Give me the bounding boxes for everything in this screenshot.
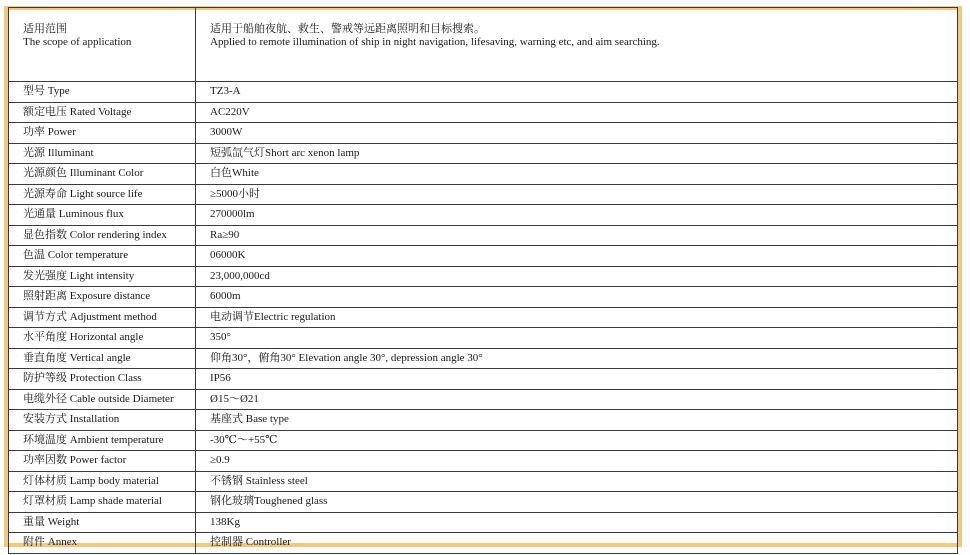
spec-param-cell: 调节方式 Adjustment method [9,307,196,328]
spec-value-cell: 350° [196,328,958,349]
spec-value-cell: 270000lm [196,205,958,226]
spec-row [9,348,958,369]
spec-row [9,225,958,246]
spec-param-cell: 功率 Power [9,123,196,144]
spec-param-cell: 防护等级 Protection Class [9,369,196,390]
spec-row [9,471,958,492]
spec-row [9,328,958,349]
spec-value-cell: 控制器 Controller [196,533,958,554]
spec-param-cell: 光源 Illuminant [9,143,196,164]
spec-value-cell: Ø15～Ø21 [196,389,958,410]
scope-label-cell [9,8,196,82]
spec-param-cell: 水平角度 Horizontal angle [9,328,196,349]
spec-value-cell: ≥0.9 [196,451,958,472]
spec-row [9,451,958,472]
spec-param-cell: 照射距离 Exposure distance [9,287,196,308]
spec-value-cell: -30℃～+55℃ [196,430,958,451]
spec-row [9,512,958,533]
scope-label-cn: 适用范围 [23,23,67,35]
spec-value-cell: ≥5000小时 [196,184,958,205]
scope-value-cn: 适用于船舶夜航、救生、警戒等远距离照明和目标搜索。 [210,23,485,35]
spec-value-cell: 仰角30°，俯角30° Elevation angle 30°, depression angle 30° [196,348,958,369]
spec-row [9,143,958,164]
spec-row [9,492,958,513]
scope-value-cell [196,8,958,82]
spec-table-body [9,8,958,554]
spec-param-cell: 额定电压 Rated Voltage [9,102,196,123]
spec-value-cell: TZ3-A [196,82,958,103]
spec-param-cell: 灯罩材质 Lamp shade material [9,492,196,513]
spec-param-cell: 重量 Weight [9,512,196,533]
spec-value-cell: 138Kg [196,512,958,533]
spec-value-cell: 短弧氙气灯Short arc xenon lamp [196,143,958,164]
spec-row [9,430,958,451]
spec-row [9,82,958,103]
scope-value-en: Applied to remote illumination of ship in night navigation, lifesaving, warning etc, and aim searching. [210,36,660,48]
spec-param-cell: 灯体材质 Lamp body material [9,471,196,492]
spec-row [9,307,958,328]
spec-value-cell: 不锈钢 Stainless steel [196,471,958,492]
spec-row [9,205,958,226]
spec-value-cell: 基座式 Base type [196,410,958,431]
spec-table [8,7,958,554]
spec-param-cell: 功率因数 Power factor [9,451,196,472]
spec-value-cell: 23,000,000cd [196,266,958,287]
spec-param-cell: 显色指数 Color rendering index [9,225,196,246]
spec-param-cell: 垂直角度 Vertical angle [9,348,196,369]
spec-row [9,389,958,410]
spec-row [9,533,958,554]
spec-value-cell: AC220V [196,102,958,123]
scope-row [9,8,958,82]
spec-row [9,184,958,205]
spec-param-cell: 色温 Color temperature [9,246,196,267]
spec-row [9,410,958,431]
spec-value-cell: IP56 [196,369,958,390]
spec-value-cell: 钢化玻璃Toughened glass [196,492,958,513]
spec-value-cell: 白色White [196,164,958,185]
spec-value-cell: Ra≥90 [196,225,958,246]
spec-row [9,102,958,123]
spec-row [9,287,958,308]
spec-param-cell: 电缆外径 Cable outside Diameter [9,389,196,410]
spec-row [9,266,958,287]
spec-param-cell: 发光强度 Light intensity [9,266,196,287]
spec-param-cell: 环境温度 Ambient temperature [9,430,196,451]
spec-param-cell: 光源寿命 Light source life [9,184,196,205]
spec-row [9,164,958,185]
spec-value-cell: 3000W [196,123,958,144]
spec-row [9,123,958,144]
spec-param-cell: 光通量 Luminous flux [9,205,196,226]
scope-label-en: The scope of application [23,36,132,48]
spec-param-cell: 附件 Annex [9,533,196,554]
spec-param-cell: 光源颜色 Illuminant Color [9,164,196,185]
spec-value-cell: 6000m [196,287,958,308]
spec-row [9,369,958,390]
spec-param-cell: 型号 Type [9,82,196,103]
spec-row [9,246,958,267]
spec-param-cell: 安装方式 Installation [9,410,196,431]
spec-value-cell: 06000K [196,246,958,267]
spec-value-cell: 电动调节Electric regulation [196,307,958,328]
